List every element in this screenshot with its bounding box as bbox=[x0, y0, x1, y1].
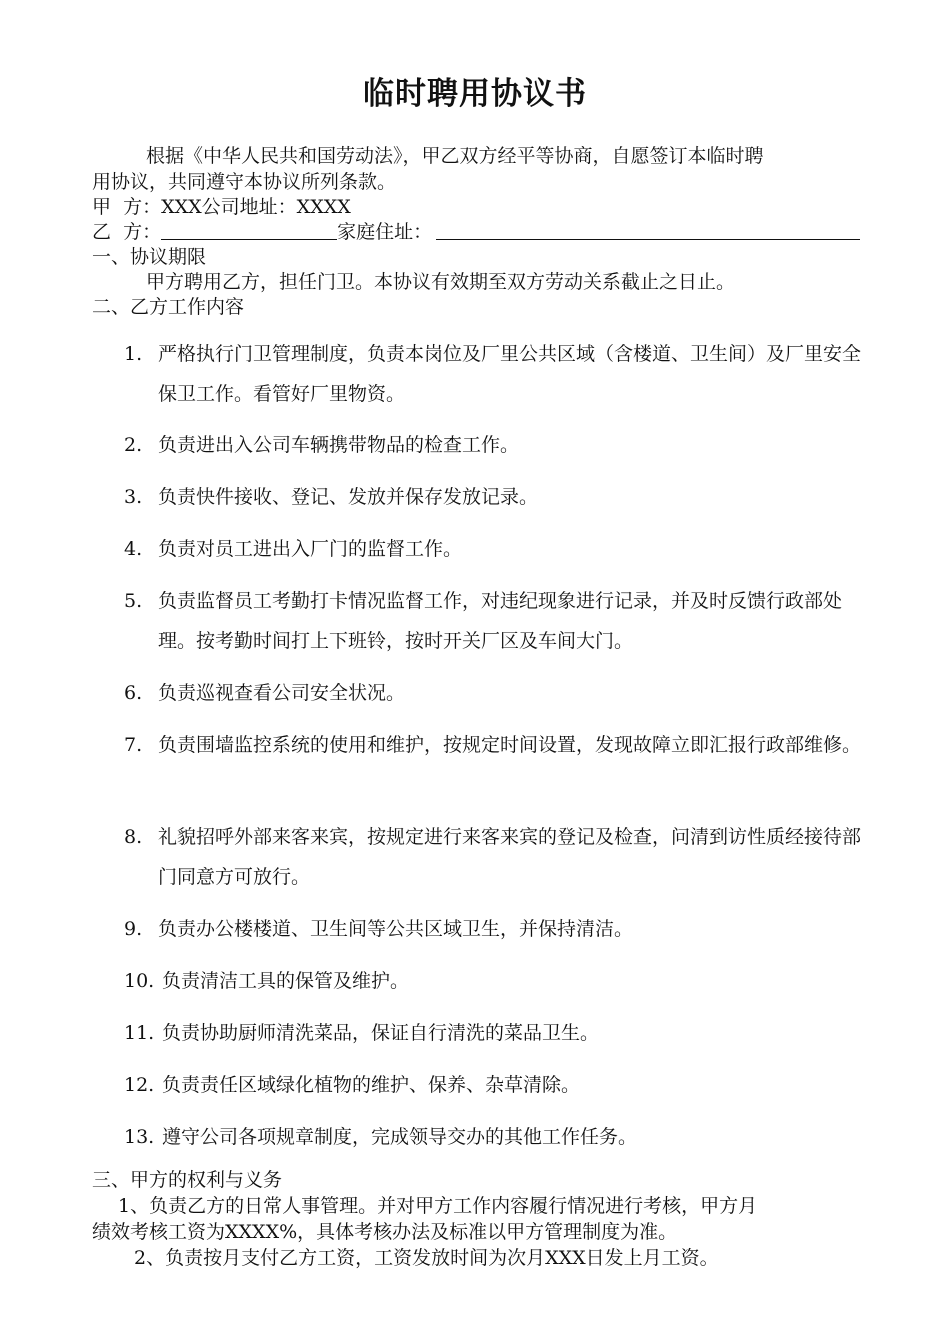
work-item-text: 负责责任区域绿化植物的维护、保养、杂草清除。 bbox=[162, 1074, 581, 1096]
work-item-text: 礼貌招呼外部来客来宾，按规定进行来客来宾的登记及检查，问清到访性质经接待部门同意方可放行。 bbox=[158, 826, 862, 888]
section3-p2: 2、负责按月支付乙方工资，工资发放时间为次月XXX日发上月工资。 bbox=[134, 1247, 719, 1269]
section1-heading: 一、协议期限 bbox=[92, 246, 207, 268]
section3-p1-line2: 绩效考核工资为XXXX%，具体考核办法及标准以甲方管理制度为准。 bbox=[92, 1221, 678, 1243]
party-b-name-blank[interactable] bbox=[161, 219, 337, 240]
work-item-6 bbox=[124, 673, 869, 713]
work-item-4 bbox=[124, 529, 869, 569]
work-item-number: 6. bbox=[124, 682, 143, 704]
work-item-2 bbox=[124, 425, 869, 465]
intro-line-2: 用协议，共同遵守本协议所列条款。 bbox=[92, 171, 397, 193]
work-item-13 bbox=[124, 1117, 869, 1157]
work-item-number: 11. bbox=[124, 1022, 155, 1044]
section3-p1-line1: 1、负责乙方的日常人事管理。并对甲方工作内容履行情况进行考核，甲方月 bbox=[118, 1195, 758, 1217]
work-item-1 bbox=[124, 334, 869, 414]
work-item-7 bbox=[124, 725, 869, 765]
work-item-number: 13. bbox=[124, 1126, 155, 1148]
work-item-number: 8. bbox=[124, 826, 143, 848]
work-item-text: 严格执行门卫管理制度，负责本岗位及厂里公共区域（含楼道、卫生间）及厂里安全保卫工作。看管好厂里物资。 bbox=[158, 343, 862, 405]
work-item-text: 负责快件接收、登记、发放并保存发放记录。 bbox=[158, 486, 539, 508]
party-a-line bbox=[92, 194, 872, 220]
work-item-text: 负责巡视查看公司安全状况。 bbox=[158, 682, 406, 704]
work-item-text: 负责对员工进出入厂门的监督工作。 bbox=[158, 538, 463, 560]
work-item-10 bbox=[124, 961, 869, 1001]
party-a-value: XXX公司地址：XXXX bbox=[161, 196, 351, 218]
party-a-label: 甲 方： bbox=[92, 196, 162, 218]
work-item-8 bbox=[124, 817, 869, 897]
work-item-number: 10. bbox=[124, 970, 155, 992]
work-item-text: 负责进出入公司车辆携带物品的检查工作。 bbox=[158, 434, 520, 456]
work-item-text: 负责监督员工考勤打卡情况监督工作，对违纪现象进行记录，并及时反馈行政部处理。按考勤时间打上下班铃，按时开关厂区及车间大门。 bbox=[158, 590, 843, 652]
work-item-text: 负责围墙监控系统的使用和维护，按规定时间设置，发现故障立即汇报行政部维修。 bbox=[158, 734, 862, 756]
section3-heading: 三、甲方的权利与义务 bbox=[92, 1169, 283, 1191]
work-item-text: 负责协助厨师清洗菜品，保证自行清洗的菜品卫生。 bbox=[162, 1022, 600, 1044]
work-item-number: 1. bbox=[124, 343, 143, 365]
section2-heading: 二、乙方工作内容 bbox=[92, 296, 245, 318]
party-b-address-label: 家庭住址： bbox=[337, 221, 433, 243]
work-item-5 bbox=[124, 581, 869, 661]
work-item-11 bbox=[124, 1013, 869, 1053]
work-item-number: 7. bbox=[124, 734, 143, 756]
work-item-number: 3. bbox=[124, 486, 143, 508]
work-item-3 bbox=[124, 477, 869, 517]
work-item-12 bbox=[124, 1065, 869, 1105]
work-item-number: 9. bbox=[124, 918, 143, 940]
party-b-label: 乙 方： bbox=[92, 221, 162, 243]
work-item-9 bbox=[124, 909, 869, 949]
work-item-number: 2. bbox=[124, 434, 143, 456]
work-item-number: 4. bbox=[124, 538, 143, 560]
work-item-text: 遵守公司各项规章制度，完成领导交办的其他工作任务。 bbox=[162, 1126, 638, 1148]
work-item-text: 负责清洁工具的保管及维护。 bbox=[162, 970, 410, 992]
party-b-address-blank[interactable] bbox=[436, 219, 860, 240]
work-item-number: 5. bbox=[124, 590, 143, 612]
intro-line-1: 根据《中华人民共和国劳动法》，甲乙双方经平等协商，自愿签订本临时聘 bbox=[146, 145, 764, 167]
work-item-number: 12. bbox=[124, 1074, 155, 1096]
section1-text: 甲方聘用乙方，担任门卫。本协议有效期至双方劳动关系截止之日止。 bbox=[146, 271, 736, 293]
document-title: 临时聘用协议书 bbox=[363, 76, 587, 112]
party-b-line bbox=[92, 219, 872, 245]
work-item-text: 负责办公楼楼道、卫生间等公共区域卫生，并保持清洁。 bbox=[158, 918, 634, 940]
